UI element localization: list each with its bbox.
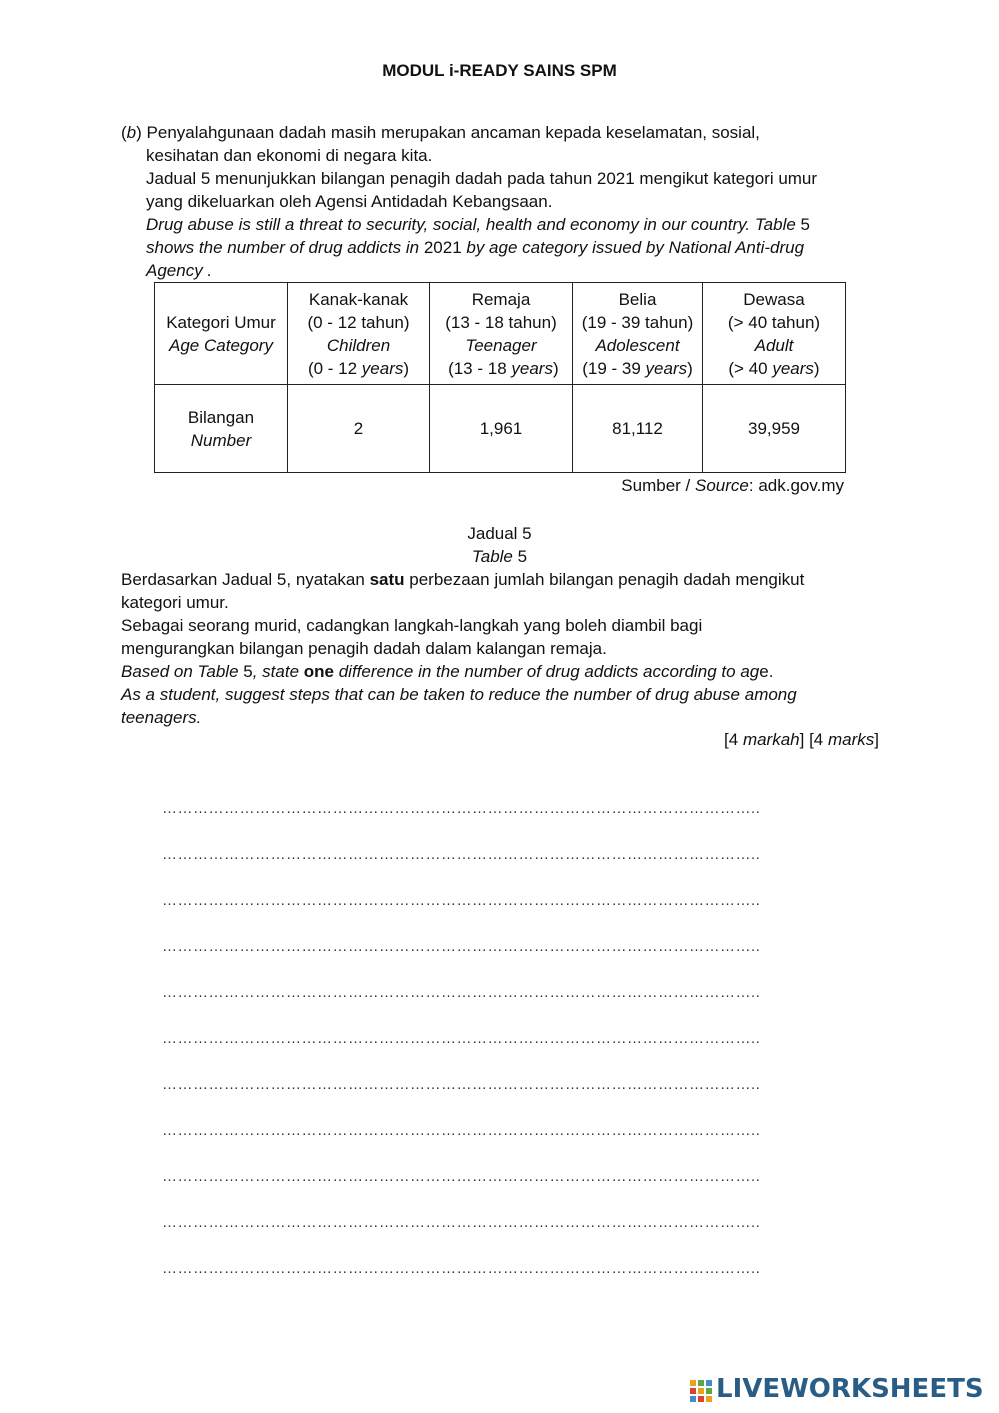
category-label-ms: Kategori Umur bbox=[166, 312, 276, 332]
caption-ms: Jadual 5 bbox=[467, 524, 532, 543]
col-label-en: Children bbox=[326, 335, 391, 355]
col-range-en: (0 - 12 years) bbox=[307, 358, 410, 378]
answer-line-5[interactable]: …………………………………………………………………………………………………….. bbox=[162, 984, 761, 1001]
header-cell-adolescent bbox=[573, 283, 703, 385]
question-en-line-3: teenagers. bbox=[121, 708, 202, 727]
header-cell-children bbox=[288, 283, 430, 385]
row-label-number bbox=[155, 385, 288, 473]
col-range-en: (> 40 years) bbox=[728, 358, 820, 378]
answer-line-3[interactable]: …………………………………………………………………………………………………….. bbox=[162, 892, 761, 909]
question-ms-line-2: kategori umur. bbox=[121, 593, 229, 612]
question-ms-line-4: mengurangkan bilangan penagih dadah dalam kalangan remaja. bbox=[121, 639, 607, 658]
question-label: b bbox=[126, 123, 137, 142]
col-label-en: Teenager bbox=[465, 335, 537, 355]
col-label-ms: Belia bbox=[618, 289, 657, 309]
col-label-ms: Kanak-kanak bbox=[308, 289, 409, 309]
table-source: Sumber / Source: adk.gov.my bbox=[621, 476, 844, 495]
drug-addicts-table bbox=[154, 282, 846, 473]
answer-line-2[interactable]: …………………………………………………………………………………………………….. bbox=[162, 846, 761, 863]
number-label-ms: Bilangan bbox=[187, 407, 255, 427]
col-label-ms: Dewasa bbox=[743, 289, 805, 309]
col-range-en: (13 - 18 years) bbox=[443, 358, 559, 378]
value-adolescent: 81,112 bbox=[573, 385, 703, 473]
intro-en-text-1a: Drug abuse is still a threat to security, social, health and economy in our country. Table bbox=[146, 215, 796, 234]
intro-en-text-2b: 2021 bbox=[419, 238, 467, 257]
liveworksheets-logo-icon bbox=[690, 1376, 712, 1402]
question-en-line-1: Based on Table 5, state one difference in the number of drug addicts according to age. bbox=[121, 662, 774, 681]
col-range-ms: (13 - 18 tahun) bbox=[445, 312, 557, 332]
marks-label: [4 markah] [4 marks] bbox=[724, 730, 879, 749]
intro-ms-line-1 bbox=[121, 121, 760, 144]
value-adult: 39,959 bbox=[703, 385, 846, 473]
intro-en-text-1b: 5 bbox=[795, 215, 810, 234]
header-cell-teenager bbox=[430, 283, 573, 385]
intro-ms-line-4: yang dikeluarkan oleh Agensi Antidadah Kebangsaan. bbox=[146, 192, 553, 211]
label-open: ( bbox=[121, 123, 127, 142]
question-en-line-2: As a student, suggest steps that can be taken to reduce the number of drug abuse among bbox=[121, 685, 797, 704]
intro-ms-line-3: Jadual 5 menunjukkan bilangan penagih dadah pada tahun 2021 mengikut kategori umur bbox=[146, 169, 818, 188]
label-close: ) bbox=[136, 123, 142, 142]
answer-line-8[interactable]: …………………………………………………………………………………………………….. bbox=[162, 1122, 761, 1139]
header-cell-adult bbox=[703, 283, 846, 385]
answer-line-10[interactable]: …………………………………………………………………………………………………….. bbox=[162, 1214, 761, 1231]
intro-ms-text-1: Penyalahgunaan dadah masih merupakan ancaman kepada keselamatan, sosial, bbox=[146, 123, 760, 142]
col-label-ms: Remaja bbox=[471, 289, 531, 309]
answer-line-7[interactable]: …………………………………………………………………………………………………….. bbox=[162, 1076, 761, 1093]
intro-en-line-3: Agency . bbox=[146, 261, 213, 280]
table-header-row bbox=[155, 283, 846, 385]
intro-ms-line-2: kesihatan dan ekonomi di negara kita. bbox=[146, 146, 433, 165]
col-range-ms: (> 40 tahun) bbox=[727, 312, 821, 332]
table-number-row bbox=[155, 385, 846, 473]
col-range-ms: (0 - 12 tahun) bbox=[307, 312, 410, 332]
header-cell-category bbox=[155, 283, 288, 385]
col-label-en: Adolescent bbox=[595, 335, 680, 355]
answer-line-1[interactable]: …………………………………………………………………………………………………….. bbox=[162, 800, 761, 817]
col-range-ms: (19 - 39 tahun) bbox=[581, 312, 694, 332]
answer-line-9[interactable]: …………………………………………………………………………………………………….. bbox=[162, 1168, 761, 1185]
col-range-en: (19 - 39 years) bbox=[582, 358, 693, 378]
answer-line-6[interactable]: …………………………………………………………………………………………………….. bbox=[162, 1030, 761, 1047]
answer-line-4[interactable]: …………………………………………………………………………………………………….. bbox=[162, 938, 761, 955]
value-teenager: 1,961 bbox=[430, 385, 573, 473]
intro-en-line-1 bbox=[146, 213, 810, 236]
intro-en-text-2c: by age category issued by National Anti-drug bbox=[466, 238, 805, 257]
intro-en-text-2a: shows the number of drug addicts in bbox=[146, 238, 420, 257]
intro-en-line-2 bbox=[146, 236, 804, 259]
liveworksheets-logo-text: LIVEWORKSHEETS bbox=[716, 1374, 984, 1404]
caption-en: Table 5 bbox=[471, 547, 528, 566]
answer-line-11[interactable]: …………………………………………………………………………………………………….. bbox=[162, 1260, 761, 1277]
table-caption bbox=[0, 522, 999, 568]
category-label-en: Age Category bbox=[169, 335, 273, 355]
number-label-en: Number bbox=[190, 430, 252, 450]
liveworksheets-logo bbox=[690, 1373, 984, 1405]
col-label-en: Adult bbox=[754, 335, 794, 355]
question-ms-line-1: Berdasarkan Jadual 5, nyatakan satu perbezaan jumlah bilangan penagih dadah mengikut bbox=[121, 570, 805, 589]
question-ms-line-3: Sebagai seorang murid, cadangkan langkah-langkah yang boleh diambil bagi bbox=[121, 616, 703, 635]
page-title: MODUL i-READY SAINS SPM bbox=[382, 61, 617, 80]
value-children: 2 bbox=[288, 385, 430, 473]
